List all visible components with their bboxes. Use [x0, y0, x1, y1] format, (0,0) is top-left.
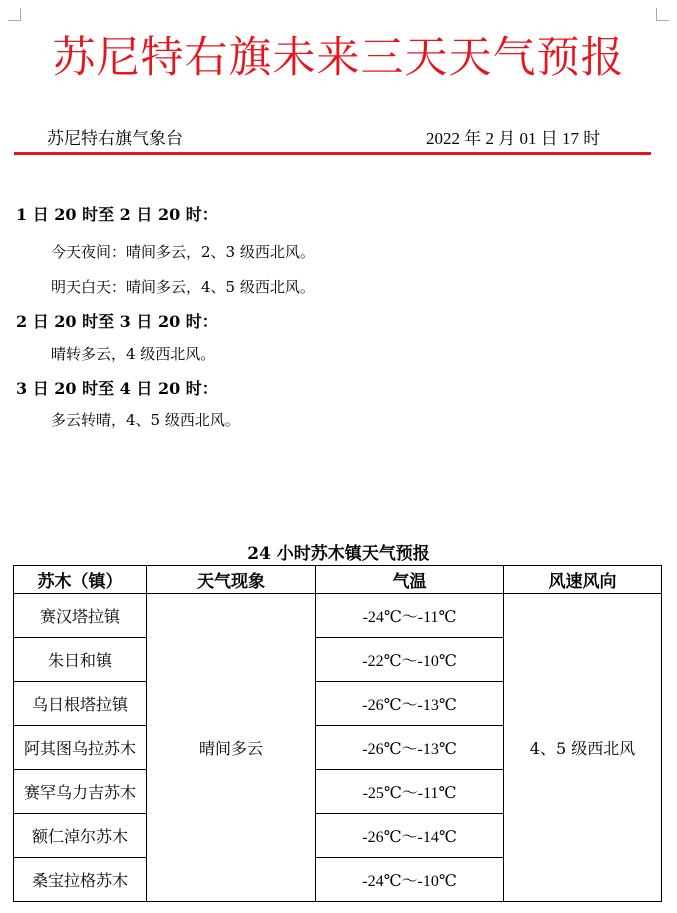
issue-time: 2022 年 2 月 01 日 17 时 [426, 129, 601, 148]
header-divider [14, 152, 651, 155]
town-cell: 赛汉塔拉镇 [14, 594, 147, 638]
town-cell: 乌日根塔拉镇 [14, 682, 147, 726]
temp-cell: -26℃～-14℃ [316, 814, 504, 858]
issuer-name: 苏尼特右旗气象台 [47, 129, 183, 149]
header-town: 苏木（镇） [14, 566, 147, 594]
town-cell: 桑宝拉格苏木 [14, 858, 147, 902]
temp-cell: -26℃～-13℃ [316, 682, 504, 726]
wind-cell: 4、5 级西北风 [504, 594, 662, 902]
town-cell: 朱日和镇 [14, 638, 147, 682]
header-weather: 天气现象 [147, 566, 316, 594]
town-cell: 赛罕乌力吉苏木 [14, 770, 147, 814]
town-cell: 阿其图乌拉苏木 [14, 726, 147, 770]
table-caption: 24 小时苏木镇天气预报 [247, 544, 430, 564]
header-wind: 风速风向 [504, 566, 662, 594]
weather-cell: 晴间多云 [147, 594, 316, 902]
period-heading-3: 3 日 20 时至 4 日 20 时： [16, 379, 218, 398]
temp-cell: -25℃～-11℃ [316, 770, 504, 814]
period-3-line-1: 多云转晴，4、5 级西北风。 [51, 411, 240, 429]
page-corner-mark-right [656, 8, 669, 21]
page-corner-mark-left [8, 8, 21, 21]
temp-cell: -24℃～-10℃ [316, 858, 504, 902]
town-forecast-table [13, 565, 662, 902]
document-title: 苏尼特右旗未来三天天气预报 [52, 33, 625, 83]
temp-cell: -22℃～-10℃ [316, 638, 504, 682]
period-heading-2: 2 日 20 时至 3 日 20 时： [16, 312, 218, 331]
header-temperature: 气温 [316, 566, 504, 594]
period-1-line-1: 今天夜间：晴间多云，2、3 级西北风。 [51, 243, 315, 261]
period-2-line-1: 晴转多云，4 级西北风。 [51, 345, 216, 363]
temp-cell: -24℃～-11℃ [316, 594, 504, 638]
town-cell: 额仁淖尔苏木 [14, 814, 147, 858]
table-header-row [14, 566, 662, 594]
temp-cell: -26℃～-13℃ [316, 726, 504, 770]
period-heading-1: 1 日 20 时至 2 日 20 时： [16, 205, 218, 224]
period-1-line-2: 明天白天：晴间多云，4、5 级西北风。 [51, 278, 315, 296]
table-row [14, 594, 662, 638]
